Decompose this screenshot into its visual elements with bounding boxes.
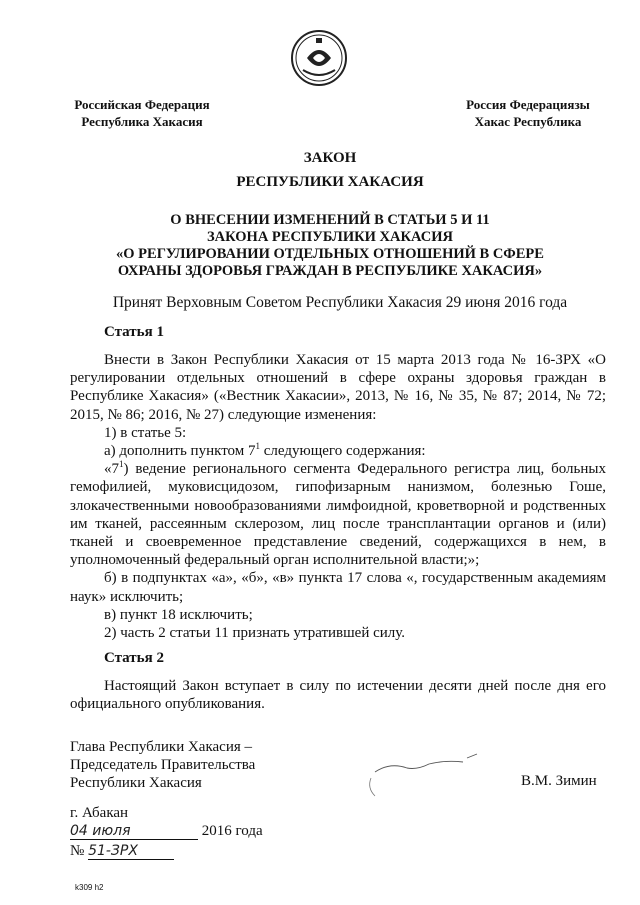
document-type-title: ЗАКОН bbox=[303, 150, 357, 166]
article-1-item-1: 1) в статье 5: bbox=[104, 424, 187, 441]
coat-of-arms-icon bbox=[289, 28, 349, 88]
header-right-line2: Хакас Республика bbox=[474, 114, 582, 129]
item-1a-text-end: следующего содержания: bbox=[260, 443, 426, 460]
signatory-line2: Председатель Правительства bbox=[70, 757, 256, 773]
signatory-name: В.М. Зимин bbox=[521, 773, 597, 789]
handwritten-signature bbox=[355, 752, 495, 800]
item-1a-sup: 1 bbox=[255, 441, 261, 452]
header-right bbox=[443, 96, 613, 130]
signatory-line3: Республики Хакасия bbox=[70, 775, 202, 791]
subject-line2: ЗАКОНА РЕСПУБЛИКИ ХАКАСИЯ bbox=[206, 229, 453, 245]
header-left-line2: Республика Хакасия bbox=[81, 114, 203, 129]
number-prefix: № bbox=[70, 843, 85, 859]
law-number bbox=[70, 843, 270, 860]
article-1-item-1a bbox=[70, 442, 606, 460]
number-handwritten: 51-ЗРХ bbox=[88, 843, 174, 860]
article-2-body bbox=[70, 677, 606, 713]
document-code: k309 h2 bbox=[75, 883, 104, 892]
article-1-heading: Статья 1 bbox=[104, 324, 164, 340]
quote-sup: 1 bbox=[119, 459, 124, 470]
law-subject bbox=[60, 212, 600, 280]
quote-start: «7 bbox=[104, 461, 119, 478]
article-1-item-2: 2) часть 2 статьи 11 признать утратившей силу. bbox=[104, 625, 406, 642]
adoption-statement: Принят Верховным Советом Республики Хакасия 29 июня 2016 года bbox=[112, 294, 568, 311]
header-right-line1: Россия Федерациязы bbox=[466, 97, 590, 112]
article-1-body bbox=[70, 351, 606, 642]
document-issuer-title: РЕСПУБЛИКИ ХАКАСИЯ bbox=[236, 174, 424, 190]
header-left bbox=[62, 96, 222, 130]
article-1-quote bbox=[70, 460, 606, 569]
date-handwritten: 04 июля bbox=[70, 823, 198, 840]
quote-text: ) ведение регионального сегмента Федерального регистра лиц, больных гемофилией, муковисцидозом, гипофизарным нанизмом, болезнью Гоше, злокачественными новообразованиями лимфоидной, кроветворной и родственных им тканей, рассеянным склерозом, лиц после трансплантации органов и (или) тканей и своевременное представление сведений, содержащихся в нем, в уполномоченный федеральный орган исполнительной власти;»; bbox=[70, 461, 606, 569]
article-1-intro: Внести в Закон Республики Хакасия от 15 марта 2013 года № 16-ЗРХ «О регулировании отдельных отношений в сфере охраны здоровья граждан в Республике Хакасия» («Вестник Хакасии», 2013, № 16, № 35, № 87; 2014, № 72; 2015, № 86; 2016, № 27) следующие изменения: bbox=[70, 352, 606, 423]
place-of-signing: г. Абакан bbox=[70, 805, 129, 821]
date-year: 2016 года bbox=[201, 823, 263, 839]
article-2-text: Настоящий Закон вступает в силу по истечении десяти дней после дня его официального опубликования. bbox=[70, 678, 606, 713]
signing-date bbox=[70, 823, 330, 840]
item-1a-text: а) дополнить пунктом 7 bbox=[104, 443, 256, 460]
article-2-heading: Статья 2 bbox=[104, 650, 164, 666]
signatory-title bbox=[70, 738, 255, 792]
header-left-line1: Российская Федерация bbox=[74, 97, 210, 112]
signatory-line1: Глава Республики Хакасия – bbox=[70, 739, 253, 755]
subject-line4: ОХРАНЫ ЗДОРОВЬЯ ГРАЖДАН В РЕСПУБЛИКЕ ХАКАСИЯ» bbox=[117, 263, 543, 279]
subject-line3: «О РЕГУЛИРОВАНИИ ОТДЕЛЬНЫХ ОТНОШЕНИЙ В СФЕРЕ bbox=[116, 246, 544, 262]
article-1-item-1b: б) в подпунктах «а», «б», «в» пункта 17 слова «, государственным академиям наук» исключить; bbox=[70, 570, 606, 605]
subject-line1: О ВНЕСЕНИИ ИЗМЕНЕНИЙ В СТАТЬИ 5 И 11 bbox=[170, 212, 490, 228]
article-1-item-1c: в) пункт 18 исключить; bbox=[104, 606, 253, 623]
